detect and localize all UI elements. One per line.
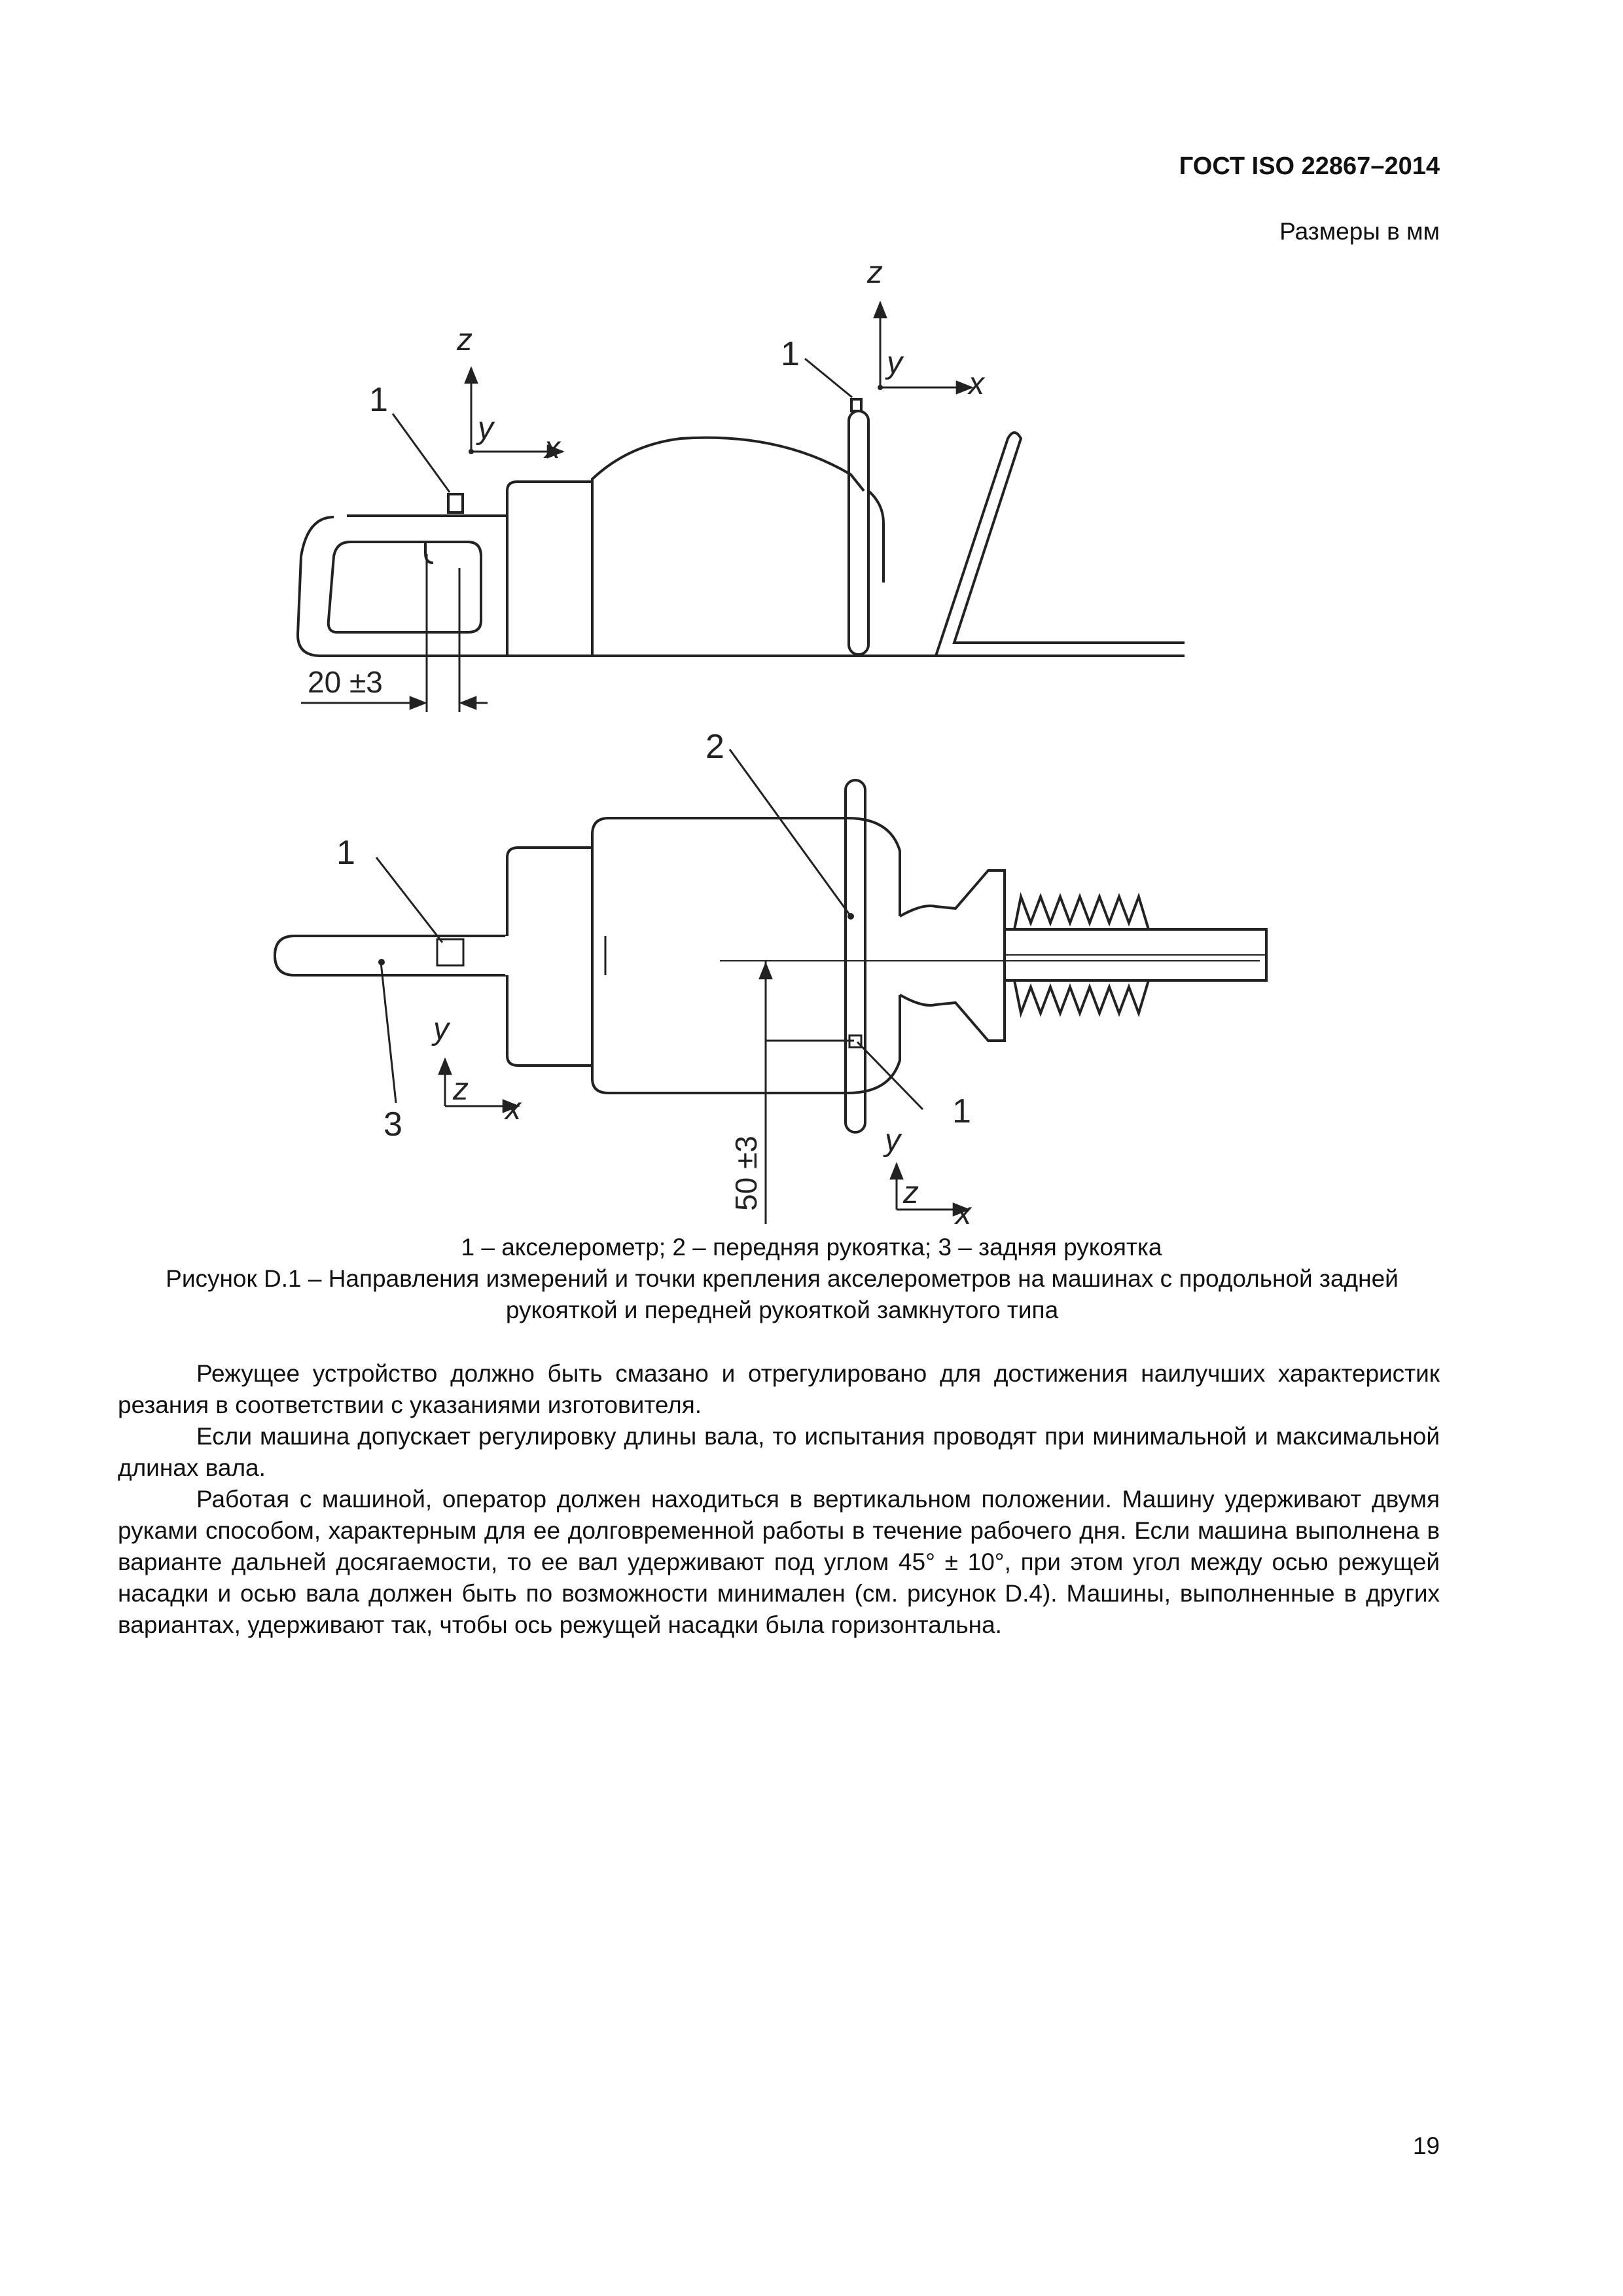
bottom-callout-2: 2 (705, 728, 724, 766)
dimension-50: 50 ±3 (729, 1136, 763, 1211)
bottom-left-x-label: x (505, 1092, 521, 1126)
bottom-left-callout-1: 1 (336, 834, 355, 872)
dimension-20: 20 ±3 (308, 665, 383, 699)
bottom-left-y-label: y (433, 1012, 449, 1047)
page-number: 19 (1412, 2132, 1440, 2159)
bottom-callout-3: 3 (383, 1105, 402, 1143)
bottom-right-y-label: y (885, 1123, 901, 1158)
document-code: ГОСТ ISO 22867–2014 (1179, 152, 1440, 180)
units-note: Размеры в мм (1279, 218, 1440, 245)
top-left-callout-1: 1 (369, 381, 388, 419)
accelerometer-rear-top (448, 494, 463, 512)
accelerometer-rear-bottom (437, 939, 463, 965)
paragraph-1: Режущее устройство должно быть смазано и отрегулировано для достижения наилучших характеристик резания в соответствии с указаниями изготовителя. (118, 1360, 1440, 1418)
accelerometer-front-top (851, 399, 861, 411)
bottom-view-machine (275, 749, 1266, 1224)
bottom-right-callout-1: 1 (952, 1092, 971, 1130)
top-left-y-label: y (478, 411, 493, 446)
paragraph-3: Работая с машиной, оператор должен находиться в вертикальном положении. Машину удерживают двумя руками способом, характерным для ее долговременной работы в течение рабочего дня. Если машина выполнена в варианте дальней досягаемости, то ее вал удерживают под углом 45° ± 10°, при этом угол между осью режущей насадки и осью вала должен быть по возможности минимален (см. рисунок D.4). Машины, выполненные в других вариантах, удерживают так, чтобы ось режущей насадки была горизонтальна. (118, 1486, 1440, 1638)
top-right-y-label: y (887, 346, 902, 380)
figure-d1 (262, 242, 1309, 1230)
top-right-z-label: z (867, 255, 883, 290)
top-left-z-label: z (457, 323, 473, 357)
top-right-x-label: x (969, 367, 984, 401)
figure-caption: Рисунок D.1 – Направления измерений и точки крепления акселерометров на машинах с продольной задней рукояткой и передней рукояткой замкнутого типа (166, 1265, 1399, 1323)
figure-legend: 1 – акселерометр; 2 – передняя рукоятка; 3 – задняя рукоятка (461, 1234, 1162, 1261)
top-left-x-label: x (544, 431, 560, 465)
bottom-left-z-label: z (453, 1072, 469, 1107)
bottom-right-z-label: z (903, 1175, 919, 1210)
paragraph-2: Если машина допускает регулировку длины вала, то испытания проводят при минимальной и максимальной длинах вала. (118, 1423, 1440, 1481)
bottom-right-x-label: x (955, 1196, 971, 1230)
top-right-callout-1: 1 (781, 335, 800, 373)
top-view-machine (298, 359, 1185, 712)
